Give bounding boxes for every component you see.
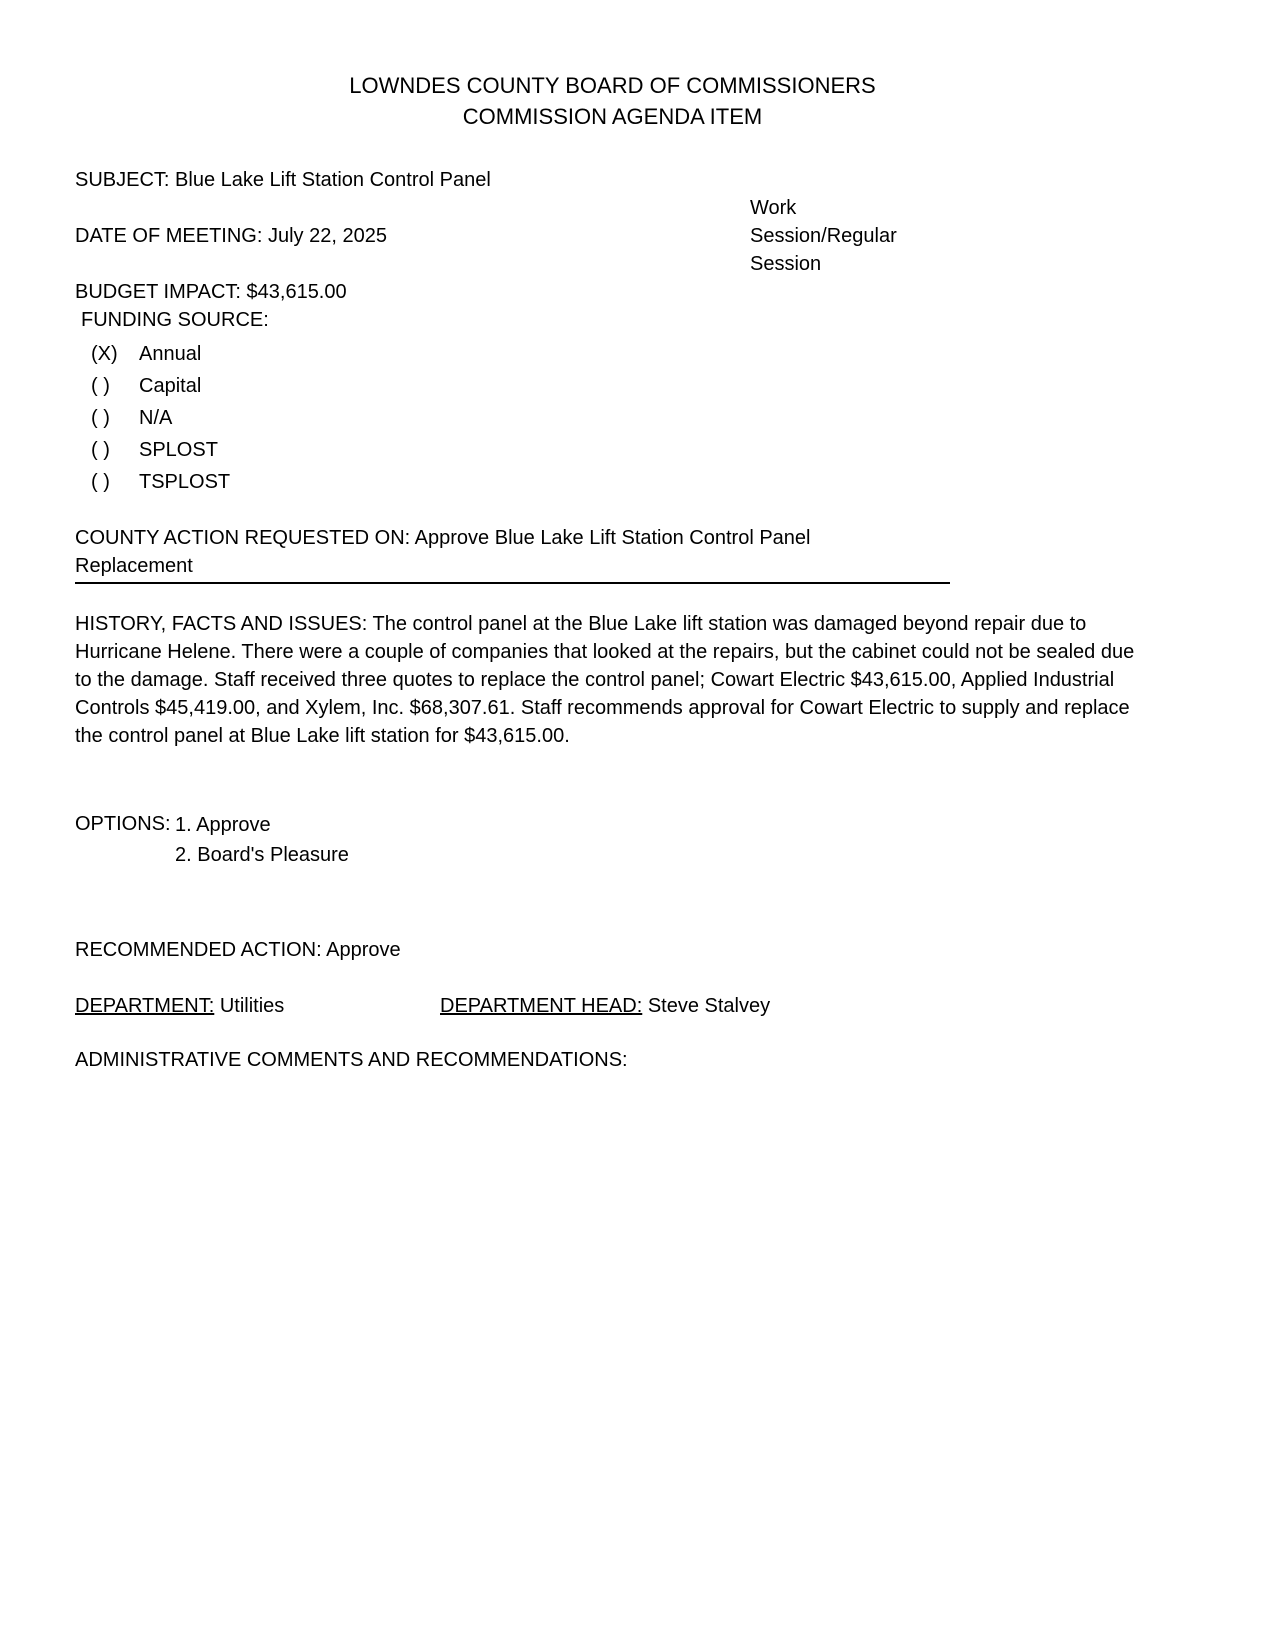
department-head-segment: [440, 992, 770, 1020]
session-line-2: Session/Regular: [750, 225, 897, 247]
document-title: [75, 70, 1150, 132]
county-action-line-2: Replacement: [75, 552, 950, 584]
checkbox-mark: ( ): [91, 375, 110, 397]
subject-label: SUBJECT:: [75, 169, 170, 191]
funding-source-list: [75, 338, 1150, 498]
meta-section: [75, 166, 1150, 275]
funding-option-annual: [75, 338, 1150, 370]
date-value: July 22, 2025: [267, 225, 387, 247]
title-line-1: LOWNDES COUNTY BOARD OF COMMISSIONERS: [349, 73, 876, 98]
options-block: [75, 810, 1150, 870]
county-action-line-1: COUNTY ACTION REQUESTED ON: Approve Blue Lake Lift Station Control Panel: [75, 527, 811, 549]
date-of-meeting-line: [75, 222, 1150, 250]
budget-label: BUDGET IMPACT:: [75, 281, 241, 303]
option-1: 1. Approve: [175, 814, 271, 836]
checkbox-mark: ( ): [91, 407, 110, 429]
department-segment: [75, 992, 440, 1020]
history-facts-issues: HISTORY, FACTS AND ISSUES: The control panel at the Blue Lake lift station was damaged beyond repair due to Hurricane Helene. There were a couple of companies that looked at the repairs, but the cabinet could not be sealed due to the damage. Staff received three quotes to replace the control panel; Cowart Electric $43,615.00, Applied Industrial Controls $45,419.00, and Xylem, Inc. $68,307.61. Staff recommends approval for Cowart Electric to supply and replace the control panel at Blue Lake lift station for $43,615.00.: [75, 613, 1135, 747]
budget-impact-line: [75, 278, 1150, 306]
budget-value: $43,615.00: [246, 281, 347, 303]
funding-option-label: Capital: [139, 375, 202, 397]
department-head-label: DEPARTMENT HEAD:: [440, 995, 643, 1017]
session-type-block: [750, 194, 897, 278]
checkbox-mark: ( ): [91, 439, 110, 461]
county-action-block: [75, 524, 1150, 584]
title-line-2: COMMISSION AGENDA ITEM: [462, 104, 763, 129]
options-items: [175, 810, 349, 870]
admin-comments-label: ADMINISTRATIVE COMMENTS AND RECOMMENDATIONS:: [75, 1049, 628, 1071]
funding-source-label: FUNDING SOURCE:: [81, 309, 269, 331]
checkbox-mark: (X): [91, 343, 118, 365]
recommended-action-label: RECOMMENDED ACTION:: [75, 939, 322, 961]
subject-line: [75, 166, 1150, 194]
funding-option-label: Annual: [139, 343, 202, 365]
department-row: [75, 992, 1150, 1020]
option-2: 2. Board's Pleasure: [175, 844, 349, 866]
funding-option-splost: [75, 434, 1150, 466]
options-label: OPTIONS:: [75, 813, 171, 835]
subject-value: Blue Lake Lift Station Control Panel: [175, 169, 491, 191]
funding-option-label: N/A: [139, 407, 173, 429]
department-head-value: Steve Stalvey: [647, 995, 771, 1017]
funding-option-label: SPLOST: [139, 439, 218, 461]
date-label: DATE OF MEETING:: [75, 225, 263, 247]
funding-option-label: TSPLOST: [139, 471, 231, 493]
session-line-1: Work: [750, 197, 797, 219]
funding-option-capital: [75, 370, 1150, 402]
recommended-action-value: Approve: [326, 939, 401, 961]
session-line-3: Session: [750, 253, 822, 275]
department-label: DEPARTMENT:: [75, 995, 215, 1017]
recommended-action-line: [75, 936, 1150, 964]
department-value: Utilities: [219, 995, 285, 1017]
funding-option-na: [75, 402, 1150, 434]
checkbox-mark: ( ): [91, 471, 110, 493]
funding-option-tsplost: [75, 466, 1150, 498]
